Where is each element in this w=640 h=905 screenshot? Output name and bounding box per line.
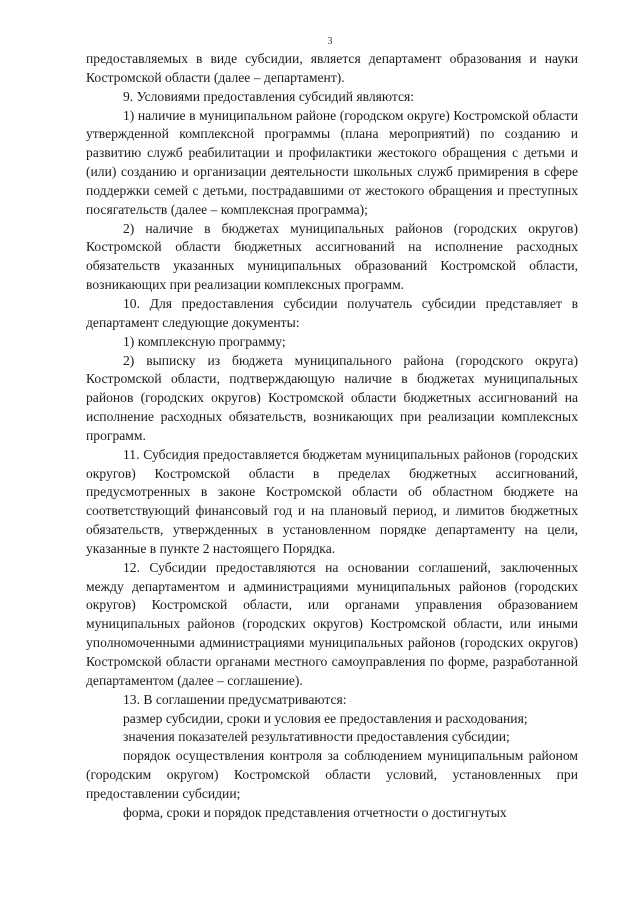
paragraph-clause-10-item-1: 1) комплексную программу; <box>123 333 286 349</box>
paragraph-clause-9-item-1: 1) наличие в муниципальном районе (городском округе) Костромской области утвержденной комплексной программы (плана мероприятий) по созданию и развитию служб реабилитации и профилактики жестокого обращения с детьми и (или) созданию и организации деятельности школьных служб примирения в сфере поддержки семей с детьми, пострадавшими от жестокого обращения и преступных посягательств (далее – комплексная программа); <box>86 107 578 217</box>
paragraph-clause-10: 10. Для предоставления субсидии получатель субсидии представляет в департамент следующие документы: <box>86 295 578 330</box>
paragraph-clause-13-item-2: значения показателей результативности предоставления субсидии; <box>123 729 510 745</box>
paragraph-clause-13-item-1: размер субсидии, сроки и условия ее предоставления и расходования; <box>123 710 528 726</box>
document-body <box>86 50 578 823</box>
paragraph-clause-9-item-2: 2) наличие в бюджетах муниципальных районов (городских округов) Костромской области бюджетных ассигнований на исполнение расходных обязательств указанных муниципальных образований Костромской области, возникающих при реализации комплексных программ. <box>86 220 578 293</box>
paragraph-clause-13-item-3: порядок осуществления контроля за соблюдением муниципальным районом (городским округом) Костромской области условий, установленных при предоставлении субсидии; <box>86 748 578 801</box>
paragraph-clause-11: 11. Субсидия предоставляется бюджетам муниципальных районов (городских округов) Костромской области в пределах бюджетных ассигнований, предусмотренных в законе Костромской области об областном бюджете на соответствующий финансовый год и на плановый период, и лимитов бюджетных обязательств, утвержденных в установленном порядке департаменту на цели, указанные в пункте 2 настоящего Порядка. <box>86 446 578 556</box>
paragraph-clause-13-item-4: форма, сроки и порядок представления отчетности о достигнутых <box>123 804 507 820</box>
paragraph-clause-9: 9. Условиями предоставления субсидий являются: <box>123 88 415 104</box>
paragraph-clause-12: 12. Субсидии предоставляются на основании соглашений, заключенных между департаментом и администрациями муниципальных районов (городских округов) Костромской области, или органами управления образованием муниципальных районов (городских округов) Костромской области, или иными уполномоченными администрациями муниципальных районов (городских округов) Костромской области органами местного самоуправления по форме, разработанной департаментом (далее – соглашение). <box>86 559 578 688</box>
paragraph-clause-10-item-2: 2) выписку из бюджета муниципального района (городского округа) Костромской области, подтверждающую наличие в бюджетах муниципальных районов (городских округов) Костромской области бюджетных ассигнований на исполнение расходных обязательств, возникающих при реализации комплексных программ. <box>86 352 578 443</box>
paragraph-continuation: предоставляемых в виде субсидии, является департамент образования и науки Костромской области (далее – департамент). <box>86 51 578 85</box>
paragraph-clause-13: 13. В соглашении предусматриваются: <box>123 691 347 707</box>
page-number: 3 <box>327 36 333 47</box>
